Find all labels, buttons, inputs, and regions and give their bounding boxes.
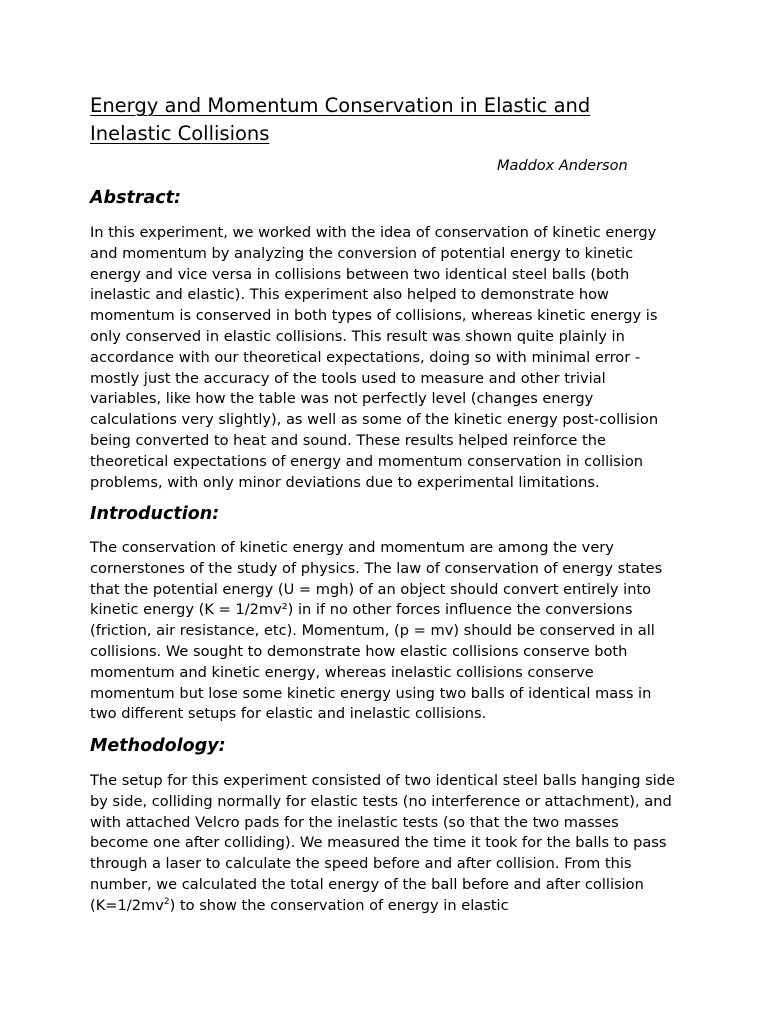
author-name: Maddox Anderson — [497, 158, 628, 174]
squared-superscript: 2 — [163, 896, 170, 907]
methodology-text-part-1: The setup for this experiment consisted of two identical steel balls hanging side by side, colliding normally for elastic tests (no interference or attachment), and with attached Velcro pads for the inelastic tests (so that the two masses become one after colliding). We measured the time it took for the balls to pass through a laser to calculate the speed before and after collision. From this number, we calculated the total energy of the ball before and after collision (K=1/2mv — [90, 772, 675, 914]
abstract-paragraph: In this experiment, we worked with the idea of conservation of kinetic energy and momentum by analyzing the conversion of potential energy to kinetic energy and vice versa in collisions between two identical steel balls (both inelastic and elastic). This experiment also helped to demonstrate how momentum is conserved in both types of collisions, whereas kinetic energy is only conserved in elastic collisions. This result was shown quite plainly in accordance with our theoretical expectations, doing so with minimal error - mostly just the accuracy of the tools used to measure and other trivial variables, like how the table was not perfectly level (changes energy calculations very slightly), as well as some of the kinetic energy post-collision being converted to heat and sound. These results helped reinforce the theoretical expectations of energy and momentum conservation in collision problems, with only minor deviations due to experimental limitations. — [90, 224, 659, 491]
methodology-text-part-2: ) to show the conservation of energy in elastic — [169, 896, 509, 914]
methodology-paragraph — [90, 771, 680, 917]
abstract-heading: Abstract: — [90, 188, 182, 208]
introduction-heading: Introduction: — [90, 504, 220, 524]
methodology-heading: Methodology: — [90, 736, 226, 756]
document-title: Energy and Momentum Conservation in Elastic and Inelastic Collisions — [90, 94, 591, 145]
introduction-paragraph: The conservation of kinetic energy and momentum are among the very cornerstones of the study of physics. The law of conservation of energy states that the potential energy (U = mgh) of an object should convert entirely into kinetic energy (K = 1/2mv²) in if no other forces influence the conversions (friction, air resistance, etc). Momentum, (p = mv) should be conserved in all collisions. We sought to demonstrate how elastic collisions conserve both momentum and kinetic energy, whereas inelastic collisions conserve momentum but lose some kinetic energy using two balls of identical mass in two different setups for elastic and inelastic collisions. — [90, 539, 663, 723]
